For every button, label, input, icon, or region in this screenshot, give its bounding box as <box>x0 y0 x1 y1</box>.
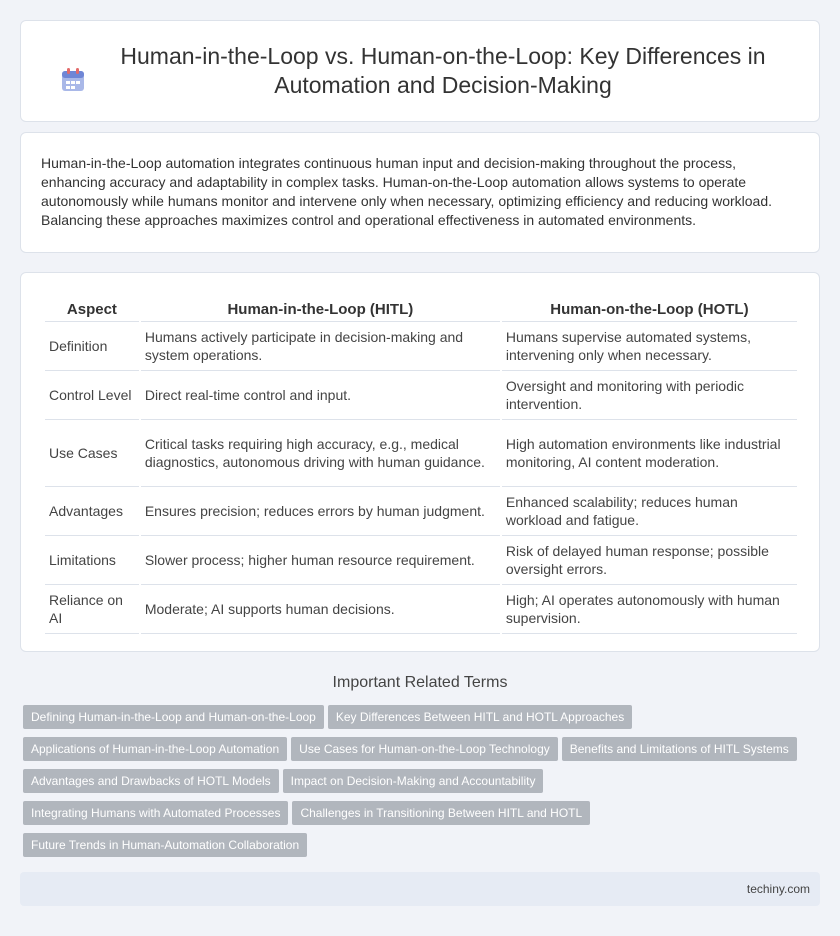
table-header-row <box>45 295 797 322</box>
intro-text: Human-in-the-Loop automation integrates continuous human input and decision-making throughout the process, enhancing accuracy and adaptability in complex tasks. Human-on-the-Loop automation allows systems to operate autonomously while humans monitor and intervene only when necessary, optimizing efficiency and reducing workload. Balancing these approaches maximizes control and operational effectiveness in automated environments. <box>41 155 772 228</box>
row-hitl: Critical tasks requiring high accuracy, e.g., medical diagnostics, autonomous driving with human guidance. <box>141 420 500 487</box>
related-tag[interactable]: Benefits and Limitations of HITL Systems <box>562 737 797 761</box>
related-tag[interactable]: Key Differences Between HITL and HOTL Approaches <box>328 705 632 729</box>
row-aspect: Advantages <box>45 487 139 536</box>
row-aspect: Limitations <box>45 536 139 585</box>
row-hotl: Risk of delayed human response; possible oversight errors. <box>502 536 797 585</box>
comparison-table <box>43 295 799 634</box>
related-tag[interactable]: Impact on Decision-Making and Accountability <box>283 769 544 793</box>
row-hotl: Enhanced scalability; reduces human workload and fatigue. <box>502 487 797 536</box>
related-tag[interactable]: Defining Human-in-the-Loop and Human-on-the-Loop <box>23 705 324 729</box>
related-tag[interactable]: Challenges in Transitioning Between HITL and HOTL <box>292 801 590 825</box>
row-aspect: Control Level <box>45 371 139 420</box>
related-tags <box>23 705 823 865</box>
row-aspect: Definition <box>45 322 139 371</box>
header-hotl: Human-on-the-Loop (HOTL) <box>502 295 797 322</box>
table-row <box>45 487 797 536</box>
row-hitl: Humans actively participate in decision-making and system operations. <box>141 322 500 371</box>
row-aspect: Reliance on AI <box>45 585 139 634</box>
intro-card <box>20 132 820 253</box>
row-hotl: High automation environments like industrial monitoring, AI content moderation. <box>502 420 797 487</box>
title-card <box>20 20 820 122</box>
site-link[interactable]: techiny.com <box>746 882 810 896</box>
calendar-icon <box>60 67 86 93</box>
related-tag[interactable]: Future Trends in Human-Automation Collaboration <box>23 833 307 857</box>
table-row <box>45 585 797 634</box>
related-terms-title: Important Related Terms <box>332 674 508 691</box>
row-hitl: Slower process; higher human resource requirement. <box>141 536 500 585</box>
footer <box>20 872 820 906</box>
related-tag[interactable]: Integrating Humans with Automated Processes <box>23 801 288 825</box>
related-tag[interactable]: Advantages and Drawbacks of HOTL Models <box>23 769 279 793</box>
comparison-card <box>20 272 820 652</box>
related-tag[interactable]: Applications of Human-in-the-Loop Automation <box>23 737 287 761</box>
row-hotl: Humans supervise automated systems, intervening only when necessary. <box>502 322 797 371</box>
row-hotl: Oversight and monitoring with periodic intervention. <box>502 371 797 420</box>
row-hitl: Direct real-time control and input. <box>141 371 500 420</box>
table-row <box>45 536 797 585</box>
related-tag[interactable]: Use Cases for Human-on-the-Loop Technology <box>291 737 558 761</box>
header-aspect: Aspect <box>45 295 139 322</box>
row-hotl: High; AI operates autonomously with human supervision. <box>502 585 797 634</box>
table-row <box>45 371 797 420</box>
table-row <box>45 420 797 487</box>
row-aspect: Use Cases <box>45 420 139 487</box>
page-title: Human-in-the-Loop vs. Human-on-the-Loop: Key Differences in Automation and Decision-Making <box>120 43 766 98</box>
header-hitl: Human-in-the-Loop (HITL) <box>141 295 500 322</box>
row-hitl: Ensures precision; reduces errors by human judgment. <box>141 487 500 536</box>
table-row <box>45 322 797 371</box>
row-hitl: Moderate; AI supports human decisions. <box>141 585 500 634</box>
